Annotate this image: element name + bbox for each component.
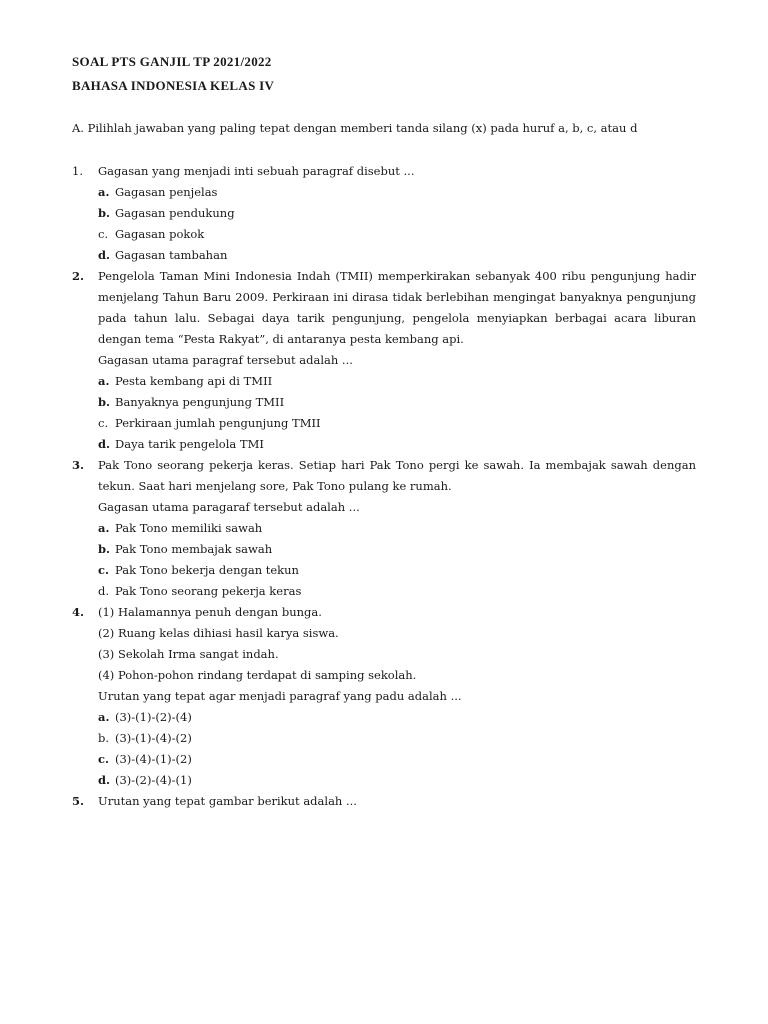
option-a bbox=[98, 707, 696, 728]
option-d bbox=[98, 434, 696, 455]
question-3 bbox=[72, 455, 696, 602]
option-letter: c. bbox=[98, 752, 110, 766]
option-letter: d. bbox=[98, 248, 111, 262]
option-letter: b. bbox=[98, 395, 111, 409]
option-letter: a. bbox=[98, 710, 110, 724]
option-text: Daya tarik pengelola TMI bbox=[115, 437, 264, 451]
option-letter: a. bbox=[98, 374, 110, 388]
option-d bbox=[98, 770, 696, 791]
question-list bbox=[72, 161, 696, 812]
section-instruction: A. Pilihlah jawaban yang paling tepat dengan memberi tanda silang (x) pada huruf a, b, c, atau d bbox=[72, 121, 638, 135]
option-d bbox=[98, 581, 696, 602]
question-prompt: Gagasan utama paragaraf tersebut adalah ... bbox=[98, 500, 360, 514]
option-c bbox=[98, 560, 696, 581]
option-letter: c. bbox=[98, 416, 109, 430]
option-text: Banyaknya pengunjung TMII bbox=[115, 395, 285, 409]
document-subtitle: BAHASA INDONESIA KELAS IV bbox=[72, 78, 275, 93]
option-letter: b. bbox=[98, 731, 110, 745]
option-letter: b. bbox=[98, 206, 111, 220]
question-text: Urutan yang tepat gambar berikut adalah ... bbox=[98, 794, 357, 808]
option-letter: d. bbox=[98, 584, 110, 598]
option-letter: d. bbox=[98, 437, 111, 451]
question-number: 3. bbox=[72, 458, 85, 472]
option-letter: d. bbox=[98, 773, 111, 787]
question-prompt: Urutan yang tepat agar menjadi paragraf yang padu adalah ... bbox=[98, 689, 462, 703]
option-text: Gagasan penjelas bbox=[115, 185, 218, 199]
option-text: Pak Tono seorang pekerja keras bbox=[115, 584, 302, 598]
option-text: Pak Tono memiliki sawah bbox=[115, 521, 263, 535]
option-a bbox=[98, 182, 696, 203]
option-text: Pesta kembang api di TMII bbox=[115, 374, 273, 388]
option-b bbox=[98, 392, 696, 413]
option-text: (3)-(2)-(4)-(1) bbox=[115, 773, 192, 787]
option-letter: b. bbox=[98, 542, 111, 556]
option-letter: c. bbox=[98, 563, 110, 577]
option-text: Perkiraan jumlah pengunjung TMII bbox=[115, 416, 321, 430]
option-text: Pak Tono membajak sawah bbox=[115, 542, 273, 556]
question-number: 4. bbox=[72, 605, 85, 619]
option-a bbox=[98, 518, 696, 539]
question-passage: Pak Tono seorang pekerja keras. Setiap hari Pak Tono pergi ke sawah. Ia membajak sawah dengan tekun. Saat hari menjelang sore, Pak Tono pulang ke rumah. bbox=[98, 458, 696, 493]
option-text: (3)-(4)-(1)-(2) bbox=[115, 752, 192, 766]
statement-2: (2) Ruang kelas dihiasi hasil karya siswa. bbox=[98, 626, 339, 640]
document-title: SOAL PTS GANJIL TP 2021/2022 bbox=[72, 54, 272, 69]
question-number: 2. bbox=[72, 269, 85, 283]
statement-1: (1) Halamannya penuh dengan bunga. bbox=[98, 605, 322, 619]
option-c bbox=[98, 224, 696, 245]
option-c bbox=[98, 413, 696, 434]
question-5 bbox=[72, 791, 696, 812]
statement-3: (3) Sekolah Irma sangat indah. bbox=[98, 647, 279, 661]
option-letter: a. bbox=[98, 185, 110, 199]
option-text: (3)-(1)-(2)-(4) bbox=[115, 710, 192, 724]
option-letter: c. bbox=[98, 227, 109, 241]
question-1 bbox=[72, 161, 696, 266]
statement-4: (4) Pohon-pohon rindang terdapat di samping sekolah. bbox=[98, 668, 417, 682]
question-number: 5. bbox=[72, 794, 85, 808]
option-d bbox=[98, 245, 696, 266]
option-text: Gagasan pokok bbox=[115, 227, 205, 241]
option-c bbox=[98, 749, 696, 770]
question-number: 1. bbox=[72, 164, 83, 178]
option-b bbox=[98, 728, 696, 749]
option-b bbox=[98, 539, 696, 560]
option-text: Pak Tono bekerja dengan tekun bbox=[115, 563, 299, 577]
question-text: Gagasan yang menjadi inti sebuah paragraf disebut ... bbox=[98, 164, 415, 178]
option-b bbox=[98, 203, 696, 224]
option-letter: a. bbox=[98, 521, 110, 535]
question-2 bbox=[72, 266, 696, 455]
option-text: (3)-(1)-(4)-(2) bbox=[115, 731, 192, 745]
option-a bbox=[98, 371, 696, 392]
option-text: Gagasan pendukung bbox=[115, 206, 235, 220]
option-text: Gagasan tambahan bbox=[115, 248, 228, 262]
question-4 bbox=[72, 602, 696, 791]
question-passage: Pengelola Taman Mini Indonesia Indah (TMII) memperkirakan sebanyak 400 ribu pengunjung hadir menjelang Tahun Baru 2009. Perkiraan ini dirasa tidak berlebihan mengingat banyaknya pengunjung pada tahun lalu. Sebagai daya tarik pengunjung, pengelola menyiapkan berbagai acara liburan dengan tema “Pesta Rakyat”, di antaranya pesta kembang api. bbox=[98, 269, 696, 346]
question-prompt: Gagasan utama paragraf tersebut adalah ... bbox=[98, 353, 353, 367]
